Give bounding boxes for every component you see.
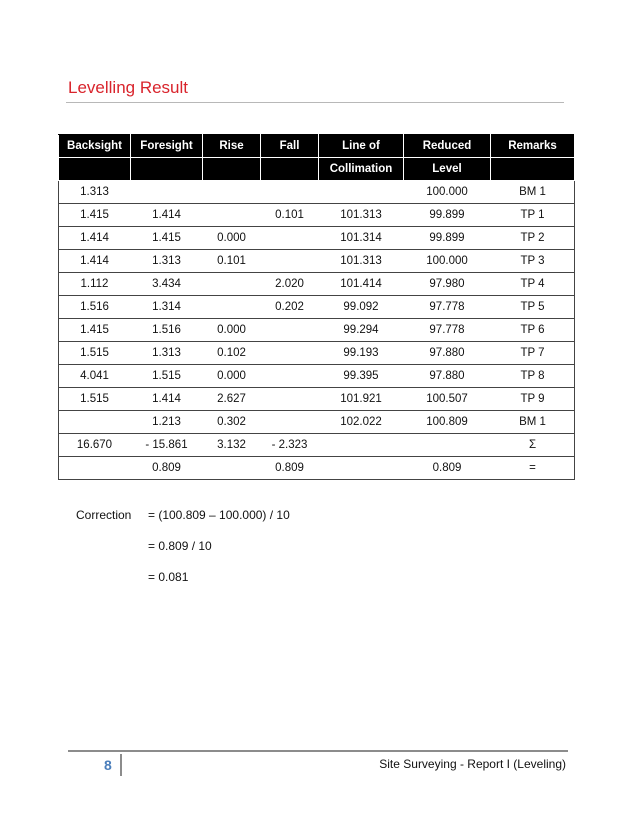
table-cell: 0.101 bbox=[261, 204, 319, 227]
table-cell bbox=[59, 411, 131, 434]
table-cell: TP 5 bbox=[491, 296, 575, 319]
table-cell bbox=[261, 388, 319, 411]
table-header-row bbox=[59, 158, 575, 181]
title-divider bbox=[66, 102, 564, 103]
table-cell: TP 6 bbox=[491, 319, 575, 342]
correction-line-3: = 0.081 bbox=[148, 570, 189, 584]
table-header-cell bbox=[131, 158, 203, 181]
table-cell: TP 7 bbox=[491, 342, 575, 365]
table-cell: 97.880 bbox=[404, 342, 491, 365]
table-cell: 1.415 bbox=[131, 227, 203, 250]
table-row bbox=[59, 273, 575, 296]
table-header-cell: Foresight bbox=[131, 135, 203, 158]
table-header-row bbox=[59, 135, 575, 158]
table-row bbox=[59, 296, 575, 319]
table-header-cell bbox=[491, 158, 575, 181]
table-cell: 1.112 bbox=[59, 273, 131, 296]
page-number: 8 bbox=[104, 757, 112, 773]
table-cell: 1.415 bbox=[59, 319, 131, 342]
table-cell bbox=[261, 250, 319, 273]
table-row bbox=[59, 342, 575, 365]
correction-line-1: = (100.809 – 100.000) / 10 bbox=[148, 508, 290, 522]
table-cell: 0.809 bbox=[261, 457, 319, 480]
table-cell bbox=[404, 434, 491, 457]
table-cell: - 15.861 bbox=[131, 434, 203, 457]
table-cell: TP 4 bbox=[491, 273, 575, 296]
table-row bbox=[59, 181, 575, 204]
table-cell: 0.000 bbox=[203, 365, 261, 388]
table-cell: 0.000 bbox=[203, 227, 261, 250]
table-cell: BM 1 bbox=[491, 411, 575, 434]
table-cell: 97.880 bbox=[404, 365, 491, 388]
table-header-cell: Level bbox=[404, 158, 491, 181]
table-cell: 99.193 bbox=[319, 342, 404, 365]
table-header-cell bbox=[203, 158, 261, 181]
table-cell: 2.627 bbox=[203, 388, 261, 411]
table-cell: 1.313 bbox=[131, 342, 203, 365]
table-cell: 1.314 bbox=[131, 296, 203, 319]
table-cell: TP 3 bbox=[491, 250, 575, 273]
table-cell: 99.294 bbox=[319, 319, 404, 342]
table-cell: - 2.323 bbox=[261, 434, 319, 457]
page-number-separator bbox=[120, 754, 122, 776]
table-cell bbox=[59, 457, 131, 480]
table-cell: 1.415 bbox=[59, 204, 131, 227]
table-cell: 97.980 bbox=[404, 273, 491, 296]
table-cell: 3.132 bbox=[203, 434, 261, 457]
table-header-cell: Reduced bbox=[404, 135, 491, 158]
table-cell bbox=[203, 296, 261, 319]
table-cell bbox=[261, 342, 319, 365]
table-cell: 101.921 bbox=[319, 388, 404, 411]
section-title: Levelling Result bbox=[68, 78, 189, 97]
table-cell: 1.414 bbox=[131, 388, 203, 411]
table-header-cell: Fall bbox=[261, 135, 319, 158]
footer-title: Site Surveying - Report I (Leveling) bbox=[379, 757, 566, 771]
table-cell: BM 1 bbox=[491, 181, 575, 204]
table-cell: 1.414 bbox=[59, 250, 131, 273]
table-cell: 1.515 bbox=[59, 342, 131, 365]
table-cell: 102.022 bbox=[319, 411, 404, 434]
table-cell: 99.395 bbox=[319, 365, 404, 388]
table-cell: TP 1 bbox=[491, 204, 575, 227]
table-cell: 0.101 bbox=[203, 250, 261, 273]
table-cell bbox=[319, 181, 404, 204]
table-cell: 1.516 bbox=[131, 319, 203, 342]
table-cell: 1.515 bbox=[131, 365, 203, 388]
table-row bbox=[59, 365, 575, 388]
table-header-cell bbox=[261, 158, 319, 181]
table-cell bbox=[319, 434, 404, 457]
table-row bbox=[59, 411, 575, 434]
table-cell: 0.102 bbox=[203, 342, 261, 365]
table-cell: TP 9 bbox=[491, 388, 575, 411]
table-cell: 0.809 bbox=[404, 457, 491, 480]
table-cell: 1.213 bbox=[131, 411, 203, 434]
table-cell: 0.302 bbox=[203, 411, 261, 434]
table-row bbox=[59, 250, 575, 273]
table-cell: Σ bbox=[491, 434, 575, 457]
table-cell: 99.899 bbox=[404, 204, 491, 227]
table-cell bbox=[319, 457, 404, 480]
table-row bbox=[59, 388, 575, 411]
table-cell: 1.313 bbox=[59, 181, 131, 204]
table-header-cell: Collimation bbox=[319, 158, 404, 181]
table-row bbox=[59, 457, 575, 480]
table-cell: 1.414 bbox=[59, 227, 131, 250]
table-cell: 100.507 bbox=[404, 388, 491, 411]
table-cell: TP 8 bbox=[491, 365, 575, 388]
table-cell: 100.000 bbox=[404, 181, 491, 204]
table-header-cell bbox=[59, 158, 131, 181]
table-cell: 1.515 bbox=[59, 388, 131, 411]
table-cell bbox=[261, 365, 319, 388]
table-row bbox=[59, 434, 575, 457]
table-cell: 101.313 bbox=[319, 250, 404, 273]
table-cell bbox=[203, 181, 261, 204]
table-cell bbox=[131, 181, 203, 204]
table-cell: 100.000 bbox=[404, 250, 491, 273]
table-cell: 0.000 bbox=[203, 319, 261, 342]
table-header-cell: Remarks bbox=[491, 135, 575, 158]
table-cell: 0.202 bbox=[261, 296, 319, 319]
table-cell bbox=[261, 227, 319, 250]
table-cell: 1.516 bbox=[59, 296, 131, 319]
table-cell: TP 2 bbox=[491, 227, 575, 250]
table-cell: 16.670 bbox=[59, 434, 131, 457]
table-cell bbox=[261, 181, 319, 204]
table-cell: 101.313 bbox=[319, 204, 404, 227]
table-row bbox=[59, 227, 575, 250]
correction-line-2: = 0.809 / 10 bbox=[148, 539, 212, 553]
table-cell bbox=[261, 319, 319, 342]
table-row bbox=[59, 319, 575, 342]
table-cell: 99.092 bbox=[319, 296, 404, 319]
table-cell bbox=[203, 204, 261, 227]
footer-divider bbox=[68, 750, 568, 752]
table-cell bbox=[203, 273, 261, 296]
table-row bbox=[59, 204, 575, 227]
table-cell: 101.414 bbox=[319, 273, 404, 296]
table-header-cell: Line of bbox=[319, 135, 404, 158]
table-cell bbox=[203, 457, 261, 480]
table-cell: 1.313 bbox=[131, 250, 203, 273]
table-cell: 101.314 bbox=[319, 227, 404, 250]
table-cell: = bbox=[491, 457, 575, 480]
table-cell: 3.434 bbox=[131, 273, 203, 296]
correction-label: Correction bbox=[76, 508, 132, 522]
table-cell: 2.020 bbox=[261, 273, 319, 296]
table-cell bbox=[261, 411, 319, 434]
table-cell: 97.778 bbox=[404, 296, 491, 319]
table-cell: 1.414 bbox=[131, 204, 203, 227]
table-cell: 100.809 bbox=[404, 411, 491, 434]
levelling-table bbox=[58, 134, 575, 480]
table-header-cell: Rise bbox=[203, 135, 261, 158]
table-header-cell: Backsight bbox=[59, 135, 131, 158]
table-cell: 97.778 bbox=[404, 319, 491, 342]
table-cell: 4.041 bbox=[59, 365, 131, 388]
table-cell: 99.899 bbox=[404, 227, 491, 250]
table-cell: 0.809 bbox=[131, 457, 203, 480]
